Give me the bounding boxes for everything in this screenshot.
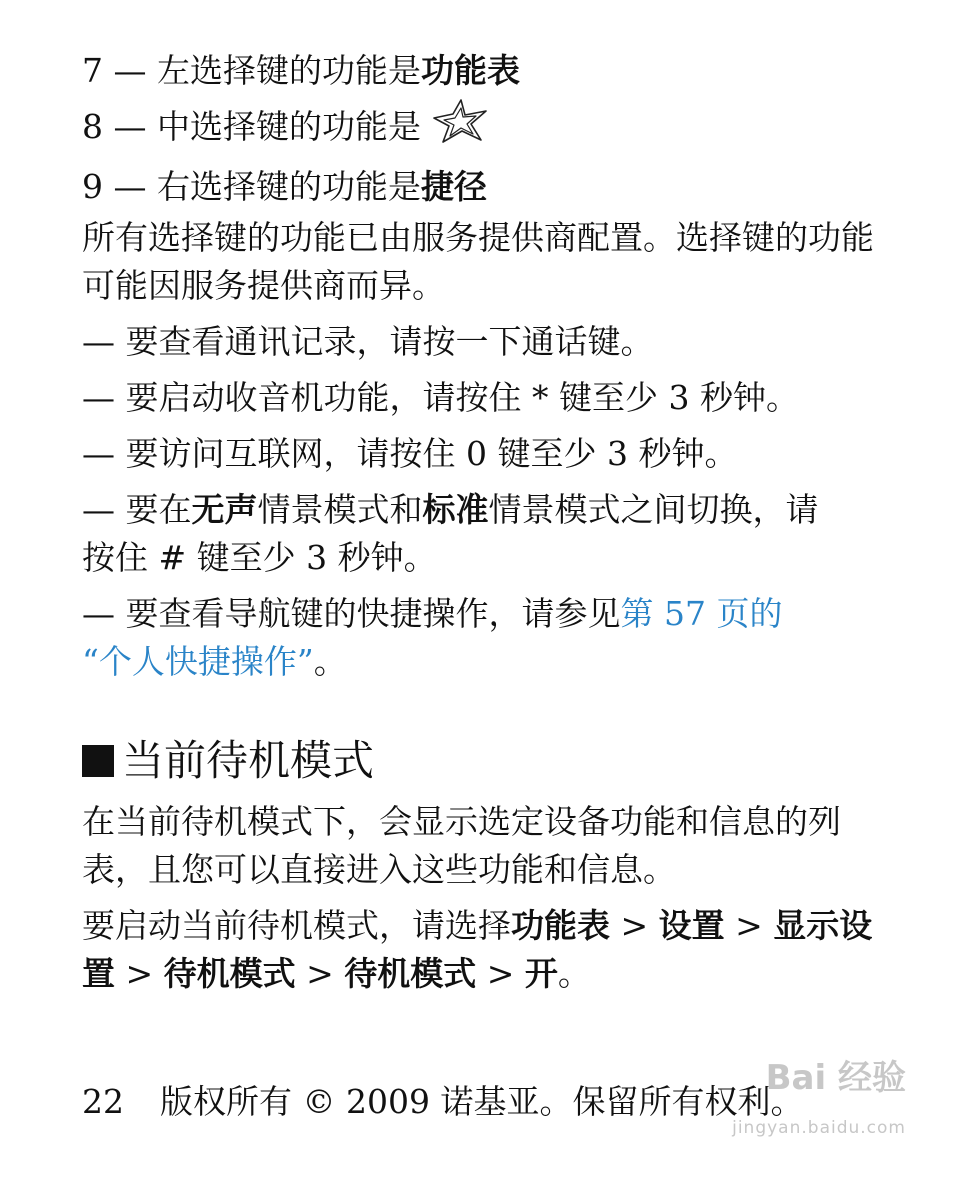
copyright-notice: 版权所有 © 2009 诺基亚。保留所有权利。 [160,1082,804,1121]
square-bullet-icon [82,745,114,777]
item-bold-term: 捷径 [421,167,487,206]
baidu-watermark: Bai 经验 [765,1058,906,1098]
menu-path-item: 开 [524,954,558,993]
item-number: 9 [82,167,103,206]
tip-radio: — 要启动收音机功能，请按住 * 键至少 3 秒钟。 [82,378,799,417]
item-dash: — [113,167,147,206]
menu-path-item: 功能表 [511,906,610,945]
item-text: 中选择键的功能是 [157,107,421,146]
config-note: 所有选择键的功能已由服务提供商配置。选择键的功能可能因服务提供商而异。 [82,218,874,305]
item-9 [82,160,882,214]
item-number: 7 [82,51,103,90]
star-outline-icon [431,98,489,160]
page-footer [82,1078,803,1126]
page-number: 22 [82,1082,124,1121]
item-7 [82,44,882,98]
item-text: 右选择键的功能是 [157,167,421,206]
item-bold-term: 功能表 [421,51,520,90]
tip-internet: — 要访问互联网，请按住 0 键至少 3 秒钟。 [82,434,738,473]
section-heading [82,734,882,788]
activation-steps: 要启动当前待机模式，请选择功能表 > 设置 > 显示设置 > 待机模式 > 待机模式 > 开。 [82,906,873,993]
silent-profile-term: 无声 [191,490,258,529]
manual-page [82,44,882,1006]
item-dash: — [113,51,147,90]
section-description: 在当前待机模式下，会显示选定设备功能和信息的列表，且您可以直接进入这些功能和信息。 [82,802,841,889]
standard-profile-term: 标准 [422,490,489,529]
tip-call-log: — 要查看通讯记录，请按一下通话键。 [82,322,654,361]
item-number: 8 [82,107,103,146]
menu-path-item: 待机模式 [163,954,296,993]
personal-shortcuts-link[interactable]: “个人快捷操作” [82,642,314,681]
tip-nav-shortcuts: — 要查看导航键的快捷操作，请参见第 57 页的 “个人快捷操作”。 [82,594,783,681]
item-8 [82,98,882,160]
item-dash: — [113,107,147,146]
tip-profile-switch: — 要在无声情景模式和标准情景模式之间切换，请 按住 # 键至少 3 秒钟。 [82,490,819,577]
menu-path-item: 显示设置 [82,906,873,993]
menu-path-item: 待机模式 [344,954,477,993]
page-57-link[interactable]: 第 57 页的 [620,594,783,633]
menu-path-item: 设置 [658,906,725,945]
item-text: 左选择键的功能是 [157,51,421,90]
section-title: 当前待机模式 [122,736,375,785]
baidu-watermark-url: jingyan.baidu.com [732,1118,906,1138]
